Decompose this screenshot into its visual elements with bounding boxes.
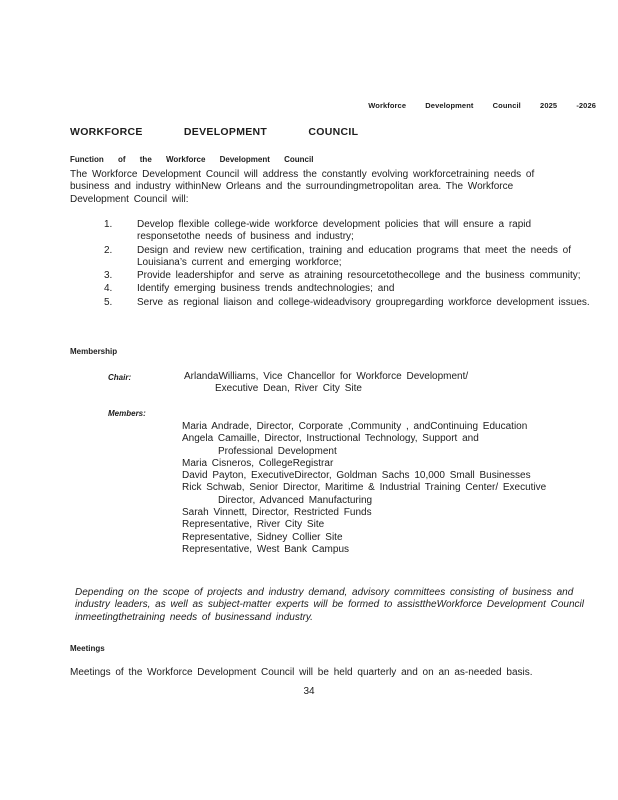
advisory-note: Depending on the scope of projects and industry demand, advisory committees consisting of business and industry leaders, as well as subject-matter experts will be formed to assisttheWorkforce Development Council inmeetingthetraining needs of businessand industry. — [75, 587, 584, 623]
section-heading-meetings: Meetings — [70, 644, 105, 653]
section-heading-function: Function of the Workforce Development Council — [70, 155, 314, 164]
chair-title-continuation: Executive Dean, River City Site — [215, 383, 362, 395]
page-title: WORKFORCE DEVELOPMENT COUNCIL — [70, 126, 359, 138]
page-number: 34 — [303, 686, 315, 697]
member-line: Maria Andrade, Director, Corporate ,Community , andContinuing Education — [182, 421, 528, 432]
member-line: Representative, River City Site — [182, 519, 325, 531]
member-line: Maria Cisneros, CollegeRegistrar — [182, 457, 334, 469]
list-item — [104, 297, 596, 309]
item-number: 5. — [104, 296, 113, 308]
item-text: Provide leadershipfor and serve as atraining resourcetothecollege and the business community; — [137, 270, 581, 282]
meetings-paragraph: Meetings of the Workforce Development Council will be held quarterly and on an as-needed basis. — [70, 667, 533, 678]
members-list — [182, 421, 546, 556]
intro-paragraph: The Workforce Development Council will address the constantly evolving workforcetraining needs of business and industry withinNew Orleans and the surroundingmetropolitan area. The Workforce Development Council will: — [70, 169, 535, 205]
chair-label: Chair: — [108, 373, 132, 382]
chair-entry — [184, 371, 468, 396]
list-item — [104, 270, 596, 282]
item-text: Design and review new certification, training and education programs that meet the needs of Louisiana’s current and emerging workforce; — [137, 244, 572, 268]
item-number: 2. — [104, 244, 113, 256]
list-item — [104, 245, 596, 270]
member-line: David Payton, ExecutiveDirector, Goldman Sachs 10,000 Small Businesses — [182, 470, 531, 482]
item-text: Develop flexible college-wide workforce development policies that will ensure a rapid responsetothe needs of business and industry; — [137, 219, 532, 243]
item-number: 4. — [104, 283, 113, 295]
section-heading-membership: Membership — [70, 347, 118, 356]
list-item — [104, 283, 596, 295]
member-line: Angela Camaille, Director, Instructional Technology, Support and — [182, 433, 479, 445]
item-text: Serve as regional liaison and college-wideadvisory groupregarding workforce development issues. — [137, 296, 590, 308]
member-line-continuation: Professional Development — [218, 445, 337, 457]
member-line: Sarah Vinnett, Director, Restricted Funds — [182, 507, 372, 519]
item-number: 1. — [104, 219, 113, 230]
chair-name-title: ArlandaWilliams, Vice Chancellor for Workforce Development/ — [184, 371, 469, 382]
list-item — [104, 219, 596, 244]
member-line: Representative, Sidney Collier Site — [182, 531, 343, 543]
running-header: Workforce Development Council 2025 -2026 — [368, 101, 596, 110]
member-line: Representative, West Bank Campus — [182, 543, 350, 555]
member-line: Rick Schwab, Senior Director, Maritime & Industrial Training Center/ Executive — [182, 482, 547, 494]
item-text: Identify emerging business trends andtechnologies; and — [137, 283, 395, 295]
item-number: 3. — [104, 270, 113, 282]
member-line-continuation: Director, Advanced Manufacturing — [218, 494, 373, 506]
members-label: Members: — [108, 409, 146, 418]
numbered-list — [104, 219, 596, 310]
